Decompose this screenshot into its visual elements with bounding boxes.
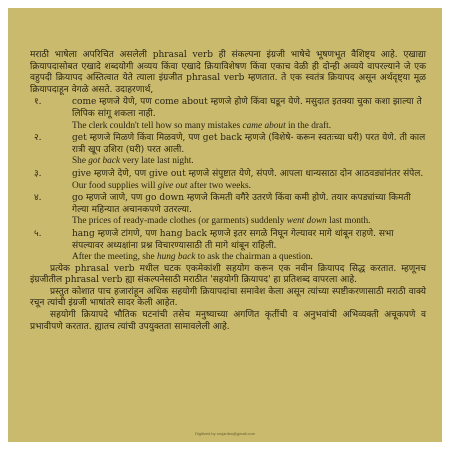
example-number: ३. xyxy=(34,168,42,179)
book-page xyxy=(8,8,442,442)
intro-paragraph: मराठी भाषेला अपरिचित असलेली phrasal verb ही संकल्पना इंग्रजी भाषेचे भूषणभूत वैशिष्ट्य आहे. एखाद्या क्रियापदासोबत एखादे शब्दयोगी अव्यय किंवा एखादे क्रियाविशेषण किंवा एकाच वेळी ही दोन्ही अव्यये वापरल्याने जे एक वहुपदी क्रियापद अस्तित्वात येते त्याला इंग्रजीत phrasal verb म्हणतात. ते एक स्वतंत्र क्रियापद असून अर्थदृष्ट्या मूळ क्रियापदाहून वेगळे असते. उदाहरणार्थ, xyxy=(30,50,426,95)
phrasal-verb: went down xyxy=(286,216,327,227)
example-english: After the meeting, she hung back to ask the chairman a question. xyxy=(72,252,313,263)
example-marathi: hang म्हणजे टांगणे, पण hang back म्हणजे इतर सगळे निघून गेल्यावर मागे थांबून राहणे. सभा संपल्यावर अध्यक्षांना प्रश्न विचारण्यासाठी ती मागे थांबून राहिली. xyxy=(72,228,394,251)
example-number: ४. xyxy=(34,193,42,204)
example-number: १. xyxy=(34,97,42,108)
phrasal-verb: came about xyxy=(242,120,286,131)
example-english: The clerk couldn't tell how so many mistakes came about in the draft. xyxy=(72,120,332,131)
example-number: २. xyxy=(34,133,42,144)
example-english: She got back very late last night. xyxy=(72,156,194,167)
examples-list xyxy=(30,97,426,263)
paragraph-closing: सहयोगी क्रियापदे भौतिक घटनांची तसेच मनुष्याच्या अगणित कृतींची व अनुभवांची अभिव्यक्ती अचूकपणे व प्रभावीपणे करतात. ह्यातच त्यांची उपयुक्तता सामावलेली आहे. xyxy=(30,310,426,332)
example-marathi: get म्हणजे मिळणे किंवा मिळवणे, पण get back म्हणजे (विशेषे- करून स्वतःच्या घरी) परत येणे. ती काल रात्री खूप उशिरा (घरी) परत आली. xyxy=(72,133,426,155)
example-4 xyxy=(30,193,426,228)
example-1 xyxy=(30,97,426,132)
example-marathi: come म्हणजे येणे, पण come about म्हणजे होणे किंवा घडून येणे. मसुदात इतक्या चुका कशा झाल्या ते लिपिक सांगू शकला नाही. xyxy=(72,97,422,119)
phrasal-verb: give out xyxy=(157,180,188,191)
example-3 xyxy=(30,169,426,192)
example-2 xyxy=(30,133,426,168)
paragraph-kosh: प्रस्तुत कोशात पाच हजारांहून अधिक सहयोगी क्रियापदांचा समावेश केला असून त्यांच्या स्पष्टीकरणासाठी मराठी वाक्ये रचून त्यांची इंग्रजी भाषांतरे सादर केली आहेत. xyxy=(30,286,426,309)
example-marathi: give म्हणजे देणे, पण give out म्हणजे संपुष्टात येणे, संपणे. आपला धान्यसाठा दोन आठवड्यांनंतर संपेल. xyxy=(72,168,424,179)
page-footer: Digitized by srujanika@gmail.com xyxy=(194,431,256,437)
example-english: Our food supplies will give out after two weeks. xyxy=(72,180,251,191)
phrasal-verb: got back xyxy=(88,156,121,167)
paragraph-sahayogi: प्रत्येक phrasal verb मधील घटक एकमेकांशी सहयोग करून एक नवीन क्रियापद सिद्ध करतात. म्हणूनच इंग्रजीतील phrasal verb ह्या संकल्पनेसाठी मराठीत 'सहयोगी क्रियापद' हा प्रतिशब्द वापरला आहे. xyxy=(30,263,426,286)
example-number: ५. xyxy=(34,228,42,239)
example-marathi: go म्हणजे जाणे, पण go down म्हणजे किमती वगैरे उतरणे किंवा कमी होणे. तयार कपड्यांच्या किमती गेल्या महिन्यात अचानकपणे उतरल्या. xyxy=(72,193,411,215)
phrasal-verb: hung back xyxy=(156,252,196,263)
example-5 xyxy=(30,229,426,264)
example-english: The prices of ready-made clothes (or garments) suddenly went down last month. xyxy=(72,216,371,227)
